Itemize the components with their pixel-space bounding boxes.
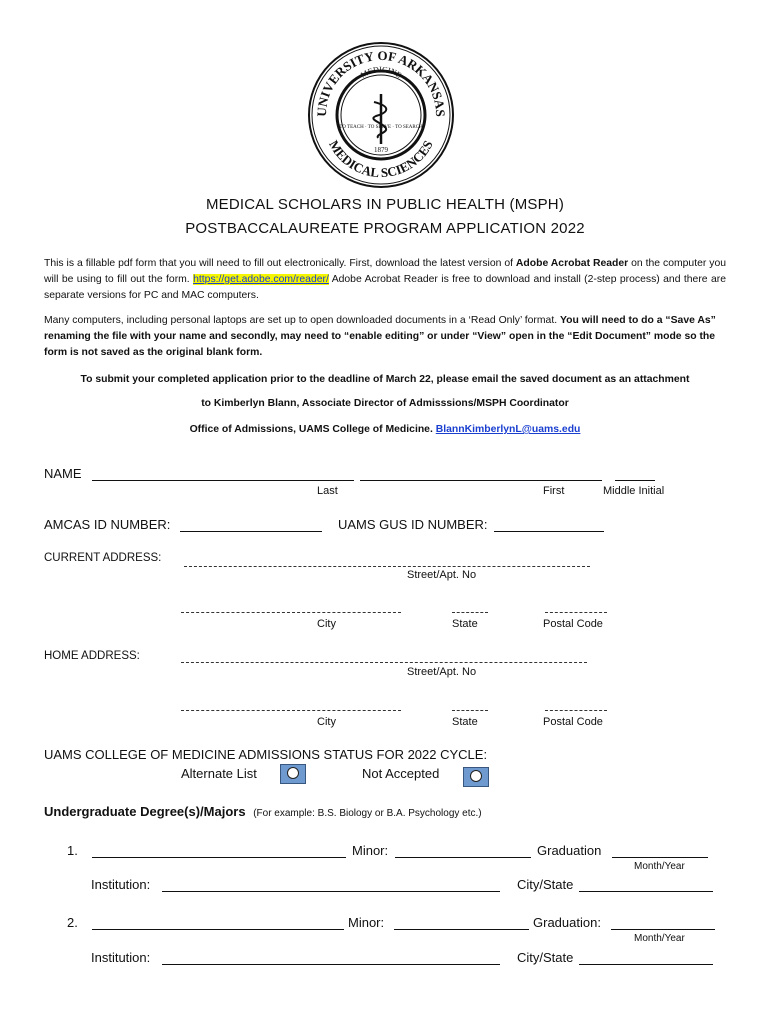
admissions-office-line [0, 422, 770, 438]
graduation-2-field[interactable] [611, 929, 715, 930]
current-city-field[interactable] [181, 612, 401, 613]
seal-ring-top-text: UNIVERSITY OF ARKANSAS [313, 47, 449, 118]
graduation-1-field[interactable] [612, 857, 708, 858]
submit-instructions: To submit your completed application prior to the deadline of March 22, please email the saved document as an attachment [80, 374, 690, 385]
minor-1-label: Minor: [352, 843, 389, 858]
intro-readonly-text: Many computers, including personal laptops are set up to open downloaded documents in a ‘Read Only’ format. [44, 315, 560, 326]
institution-2-field[interactable] [162, 964, 500, 965]
degree-1-field[interactable] [92, 857, 346, 858]
university-seal-logo [306, 42, 456, 188]
seal-inner-text: MEDICINE [359, 64, 404, 80]
graduation-1-label: Graduation [537, 843, 602, 858]
last-name-caption: Last [317, 485, 338, 497]
alternate-list-radio[interactable] [280, 764, 306, 784]
degree-1-number: 1. [67, 843, 78, 858]
form-title-line2: POSTBACCALAUREATE PROGRAM APPLICATION 2022 [185, 220, 585, 237]
intro-text-3: Adobe Acrobat Reader is free to download and install (2-step process) and there are separate versions for PC and MAC computers. [44, 274, 726, 301]
home-city-caption: City [317, 716, 336, 728]
admissions-office-text: Office of Admissions, UAMS College of Medicine. [189, 424, 436, 435]
gus-id-label: UAMS GUS ID NUMBER: [338, 517, 488, 532]
city-state-2-label: City/State [517, 950, 574, 965]
degree-heading: Undergraduate Degree(s)/Majors [44, 804, 246, 819]
name-label: NAME [44, 466, 82, 481]
degree-example: (For example: B.S. Biology or B.A. Psychology etc.) [253, 808, 482, 819]
intro-save-as-instructions: You will need to do a “Save As” renaming the file with your name and secondly, may need to “enable editing” or under “View” open in the “Edit Document” mode so the form is not saved as the original blank form. [44, 315, 716, 358]
current-postal-field[interactable] [545, 612, 607, 613]
intro-acrobat-name: Adobe Acrobat Reader [515, 258, 629, 269]
graduation-2-label: Graduation: [533, 915, 601, 930]
home-street-field[interactable] [181, 662, 587, 663]
current-city-caption: City [317, 618, 336, 630]
current-street-field[interactable] [184, 566, 590, 567]
minor-2-label: Minor: [348, 915, 385, 930]
admissions-status-label: UAMS COLLEGE OF MEDICINE ADMISSIONS STATUS FOR 2022 CYCLE: [44, 747, 488, 762]
home-street-caption: Street/Apt. No [407, 666, 477, 678]
gus-id-field[interactable] [494, 531, 604, 532]
seal-year: 1879 [374, 146, 388, 154]
current-state-field[interactable] [452, 612, 488, 613]
home-city-field[interactable] [181, 710, 401, 711]
city-state-1-label: City/State [517, 877, 574, 892]
home-postal-field[interactable] [545, 710, 607, 711]
form-title-line1: MEDICAL SCHOLARS IN PUBLIC HEALTH (MSPH) [205, 196, 565, 213]
first-name-caption: First [543, 485, 565, 497]
home-state-field[interactable] [452, 710, 488, 711]
degree-2-number: 2. [67, 915, 78, 930]
institution-2-label: Institution: [91, 950, 151, 965]
institution-1-field[interactable] [162, 891, 500, 892]
graduation-2-caption: Month/Year [634, 933, 685, 944]
institution-1-label: Institution: [91, 877, 151, 892]
current-state-caption: State [452, 618, 478, 630]
alternate-list-label: Alternate List [181, 766, 257, 781]
minor-2-field[interactable] [394, 929, 529, 930]
amcas-id-label: AMCAS ID NUMBER: [44, 517, 171, 532]
home-address-label: HOME ADDRESS: [44, 650, 140, 662]
city-state-1-field[interactable] [579, 891, 713, 892]
minor-1-field[interactable] [395, 857, 531, 858]
intro-text-1: This is a fillable pdf form that you will need to fill out electronically. First, download the latest version of [44, 258, 516, 269]
degree-2-field[interactable] [92, 929, 344, 930]
intro-text-2: on the computer you will be using to fill out the form. [44, 258, 727, 285]
seal-motto: TO TEACH · TO SERVE · TO SEARCH [339, 125, 423, 130]
adobe-reader-link[interactable]: https://get.adobe.com/reader/ [193, 274, 329, 285]
intro-paragraph-save-as [44, 313, 726, 361]
city-state-2-field[interactable] [579, 964, 713, 965]
middle-initial-caption: Middle Initial [603, 485, 665, 497]
not-accepted-label: Not Accepted [362, 766, 440, 781]
degree-heading-line [44, 804, 482, 819]
not-accepted-radio[interactable] [463, 767, 489, 787]
intro-paragraph-download [44, 256, 726, 304]
home-state-caption: State [452, 716, 478, 728]
amcas-id-field[interactable] [180, 531, 322, 532]
current-postal-caption: Postal Code [543, 618, 603, 630]
graduation-1-caption: Month/Year [634, 861, 685, 872]
seal-ring-bottom-text: MEDICAL SCIENCES [326, 137, 436, 181]
home-postal-caption: Postal Code [543, 716, 603, 728]
middle-initial-field[interactable] [615, 480, 655, 481]
current-street-caption: Street/Apt. No [407, 569, 477, 581]
coordinator-email-link[interactable]: BlannKimberlynL@uams.edu [435, 424, 581, 435]
last-name-field[interactable] [92, 480, 354, 481]
submit-recipient: to Kimberlyn Blann, Associate Director of Admisssions/MSPH Coordinator [201, 398, 569, 409]
first-name-field[interactable] [360, 480, 602, 481]
current-address-label: CURRENT ADDRESS: [44, 552, 162, 564]
